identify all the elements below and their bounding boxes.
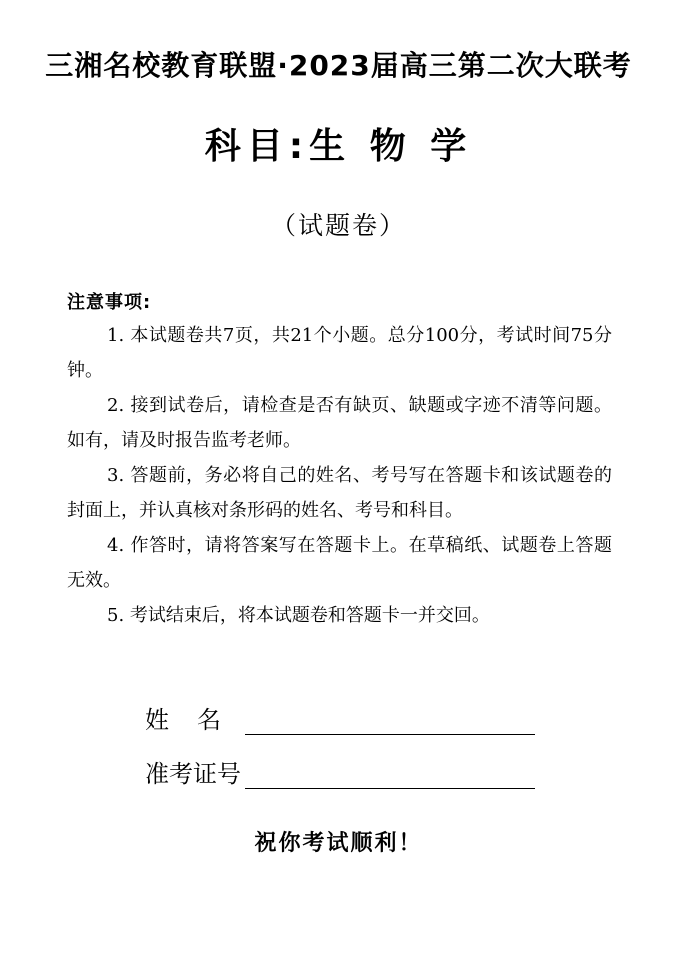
exam-title: 三湘名校教育联盟·2023届高三第二次大联考 <box>45 49 632 82</box>
exam-id-field-row <box>145 754 535 794</box>
note-item: 3. 答题前，务必将自己的姓名、考号写在答题卡和该试题卷的封面上，并认真核对条形码的姓名、考号和科目。 <box>67 465 612 521</box>
blessing-text: 祝你考试顺利！ <box>254 831 423 856</box>
name-field-row <box>145 700 535 740</box>
exam-id-blank-line[interactable] <box>245 758 535 789</box>
paper-type-label: （试题卷） <box>270 211 406 240</box>
note-item: 1. 本试题卷共7页，共21个小题。总分100分，考试时间75分钟。 <box>67 325 612 381</box>
note-item: 2. 接到试卷后，请检查是否有缺页、缺题或字迹不清等问题。如有，请及时报告监考老师。 <box>67 395 612 451</box>
name-label: 姓名 <box>145 706 249 734</box>
notes-heading: 注意事项: <box>67 292 152 313</box>
subject-title: 科目:生 物 学 <box>204 126 473 167</box>
name-blank-line[interactable] <box>245 704 535 735</box>
exam-id-label: 准考证号 <box>145 760 241 788</box>
notes-list <box>67 318 612 633</box>
note-item: 5. 考试结束后，将本试题卷和答题卡一并交回。 <box>107 605 490 626</box>
note-item: 4. 作答时，请将答案写在答题卡上。在草稿纸、试题卷上答题无效。 <box>67 535 612 591</box>
